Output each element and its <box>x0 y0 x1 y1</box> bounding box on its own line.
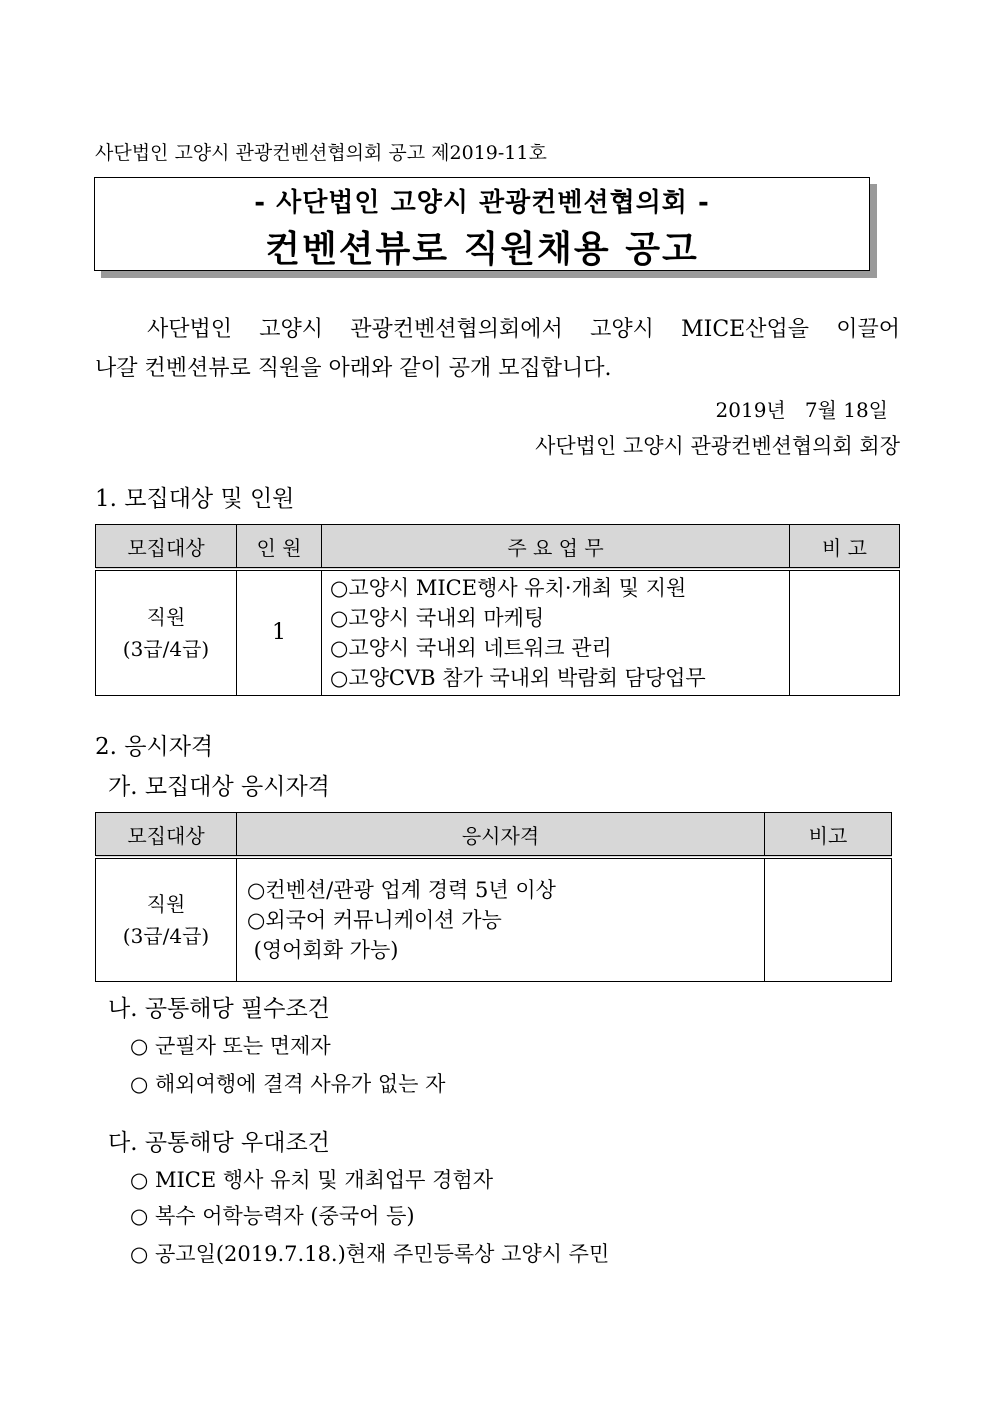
signer: 사단법인 고양시 관광컨벤션협의회 회장 <box>535 434 900 458</box>
qual-item: (영어회화 가능) <box>247 937 399 962</box>
qual-target-grade: (3급/4급) <box>122 923 210 948</box>
recruit-target-grade: (3급/4급) <box>122 637 210 661</box>
section2c-heading: 다. 공통해당 우대조건 <box>108 1130 330 1156</box>
section1-heading: 1. 모집대상 및 인원 <box>95 486 295 512</box>
duty-item: ○고양시 국내외 마케팅 <box>330 606 545 630</box>
qual-header-note: 비고 <box>765 813 892 858</box>
section2-heading: 2. 응시자격 <box>95 734 214 760</box>
recruit-header-target: 모집대상 <box>96 525 237 570</box>
duty-item: ○고양CVB 참가 국내외 박람회 담당업무 <box>330 666 706 690</box>
recruit-count: 1 <box>237 569 322 696</box>
list-item: ○ 해외여행에 결격 사유가 없는 자 <box>130 1072 446 1096</box>
qual-header-target: 모집대상 <box>96 813 237 858</box>
title-subtitle: - 사단법인 고양시 관광컨벤션협의회 - <box>254 188 710 218</box>
qualification-table <box>95 812 892 982</box>
qual-header-qualification: 응시자격 <box>237 813 765 858</box>
intro-line-1: 사단법인 고양시 관광컨벤션협의회에서 고양시 MICE산업을 이끌어 <box>147 317 900 342</box>
list-item: ○ 복수 어학능력자 (중국어 등) <box>130 1204 415 1228</box>
recruit-header-count: 인 원 <box>237 525 322 570</box>
title-box <box>94 177 870 271</box>
table-row <box>96 569 900 696</box>
qual-target-title: 직원 <box>146 891 186 916</box>
recruit-target-title: 직원 <box>146 605 186 629</box>
recruit-duties-cell <box>322 569 790 696</box>
recruit-header-note: 비 고 <box>790 525 900 570</box>
intro-line-2: 나갈 컨벤션뷰로 직원을 아래와 같이 공개 모집합니다. <box>95 356 612 381</box>
recruit-header-duties: 주 요 업 무 <box>322 525 790 570</box>
duty-item: ○고양시 국내외 네트워크 관리 <box>330 636 612 660</box>
section2a-heading: 가. 모집대상 응시자격 <box>108 774 330 800</box>
list-item: ○ MICE 행사 유치 및 개최업무 경험자 <box>130 1168 494 1192</box>
qual-list-cell <box>237 857 765 981</box>
recruit-note <box>790 569 900 696</box>
notice-number: 사단법인 고양시 관광컨벤션협의회 공고 제2019-11호 <box>95 142 547 164</box>
qual-item: ○컨벤션/관광 업계 경력 5년 이상 <box>247 877 556 902</box>
section2b-heading: 나. 공통해당 필수조건 <box>108 996 330 1022</box>
qual-target-cell <box>96 857 237 981</box>
list-item: ○ 공고일(2019.7.18.)현재 주민등록상 고양시 주민 <box>130 1242 610 1266</box>
intro-paragraph <box>95 310 900 388</box>
recruit-table <box>95 524 900 696</box>
title-main: 컨벤션뷰로 직원채용 공고 <box>265 229 699 270</box>
notice-date: 2019년 7월 18일 <box>715 398 888 422</box>
duty-item: ○고양시 MICE행사 유치·개최 및 지원 <box>330 576 687 600</box>
qual-note <box>765 857 892 981</box>
list-item: ○ 군필자 또는 면제자 <box>130 1034 331 1058</box>
recruit-target-cell <box>96 569 237 696</box>
table-row <box>96 857 892 981</box>
qual-item: ○외국어 커뮤니케이션 가능 <box>247 907 502 932</box>
